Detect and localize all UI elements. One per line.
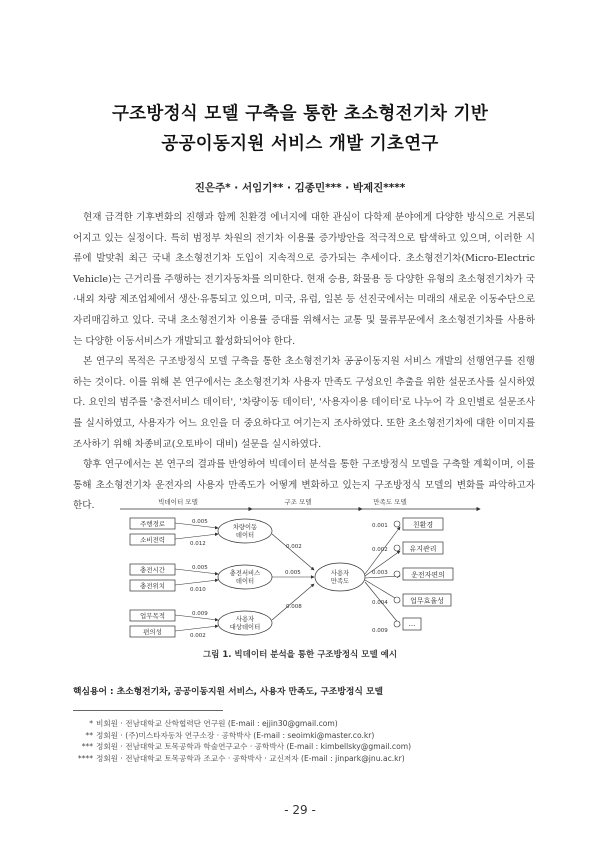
footnote-text: 정회원 · 전남대학교 토목공학과 조교수 · 공학박사 · 교신저자 (E-mail : jinpark@jnu.ac.kr) (96, 753, 405, 763)
footnote-text: 정회원 · 전남대학교 토목공학과 학술연구교수 · 공학박사 (E-mail : kimbellsky@gmail.com) (96, 742, 412, 752)
paper-title-line1: 구조방정식 모델 구축을 통한 초소형전기차 기반 (111, 104, 489, 124)
obs-label-more: ... (408, 620, 416, 628)
stage-label-satisfaction: 만족도 모델 (373, 498, 407, 506)
stage-header (120, 497, 480, 509)
latent-vehicle-line2: 데이터 (235, 532, 255, 539)
paragraph-1: 현재 급격한 기후변화의 진행과 함께 친환경 에너지에 대한 관심이 다학제 분야에게 다양한 방식으로 거론되어지고 있는 실정이다. 특히 범정부 차원의 전기차 이용률 증가방안을 적극적으로 탐색하고 있으며, 이러한 시류에 발맞춰 최근 국내 초소형전기차 도입이 지속적으로 증가되는 추세이다. 초소형전기차(Micro-Electric Vehicle)는 근거리를 주행하는 전기자동차를 의미한다. 현재 승용, 화물용 등 다양한 유형의 초소형전기차가 국·내외 차량 제조업체에서 생산·유통되고 있으며, 미국, 유럽, 일본 등 선진국에서는 미래의 새로운 이동수단으로 자리매김하고 있다. 국내 초소형전기차 이용률 증대를 위해서는 교통 및 물류부문에서 초소형전기차를 사용하는 다양한 이동서비스가 개발되고 활성화되어야 한다. (73, 212, 535, 347)
obs-label-convenience: 편의성 (143, 628, 162, 636)
right-coefficients (372, 523, 388, 634)
coef-left-1: 0.005 (192, 519, 208, 525)
footnote-mark: *** (81, 742, 93, 752)
footnote-text: 비회원 · 전남대학교 산학협력단 연구원 (E-mail : ejjin30@gmail.com) (96, 719, 338, 728)
coef-mid-3: 0.008 (286, 604, 302, 610)
abstract-body (73, 208, 535, 517)
obs-label-purpose: 업무목적 (139, 612, 166, 620)
obs-label-chargeloc: 충전위치 (139, 582, 166, 590)
coef-left-3: 0.005 (192, 565, 208, 571)
coef-right-5: 0.009 (372, 628, 388, 634)
obs-label-driver-convenience: 운전자편의 (411, 571, 445, 579)
paragraph-2: 본 연구의 목적은 구조방정식 모델 구축을 통한 초소형전기차 공공이동지원 서비스 개발의 선행연구를 진행하는 것이다. 이를 위해 본 연구에서는 초소형전기차 사용자 만족도 구성요인 추출을 위한 설문조사를 실시하였다. 요인의 범주를 '충전서비스 데이터', '차량이동 데이터', '사용자이용 데이터'로 나누어 각 요인별로 설문조사를 실시하였고, 사용자가 어느 요인을 더 중요하다고 여기는지 조사하였다. 또한 초소형전기차에 대한 이미지를 조사하기 위해 차종비교(오토바이 대비) 설문을 실시하였다. (73, 356, 535, 450)
obs-label-chargetime: 충전시간 (139, 566, 166, 574)
coef-mid-2: 0.005 (285, 570, 301, 576)
latent-charging-line1: 충전서비스 (229, 570, 261, 577)
latent-charging-line2: 데이터 (235, 578, 255, 585)
footnotes (73, 718, 543, 764)
obs-label-power: 소비전력 (139, 536, 166, 544)
obs-label-eco: 친환경 (412, 521, 434, 529)
coef-right-4: 0.004 (372, 600, 388, 606)
obs-label-maintenance: 유지관리 (409, 545, 437, 553)
footnote-text: 정회원 · (주)미스타자동차 연구소장 · 공학박사 (E-mail : seoimki@master.co.kr) (96, 730, 375, 740)
center-line1: 사용자 (330, 570, 350, 577)
coef-mid-1: 0.002 (286, 544, 302, 550)
coef-right-2: 0.002 (372, 547, 388, 553)
paper-title-line2: 공공이동지원 서비스 개발 기초연구 (161, 134, 439, 154)
footnote-2 (73, 730, 543, 742)
footnote-mark: ** (85, 730, 93, 740)
center-line2: 만족도 (330, 578, 350, 585)
coef-right-1: 0.001 (372, 523, 388, 529)
footnote-mark: **** (77, 753, 93, 763)
obs-label-efficiency: 업무효율성 (410, 597, 444, 605)
latent-user-line2: 대상데이터 (229, 624, 261, 631)
coef-left-5: 0.009 (192, 611, 208, 617)
footnote-3 (73, 741, 543, 753)
coef-right-3: 0.003 (372, 570, 388, 576)
page-number: - 29 - (284, 803, 316, 817)
sem-diagram (118, 494, 484, 642)
latent-user-line1: 사용자 (235, 616, 255, 623)
latent-variables (218, 519, 272, 635)
stage-label-bigdata: 빅데이터 모델 (158, 498, 198, 506)
footnote-1 (73, 718, 543, 730)
footnote-4 (73, 753, 543, 765)
observed-left (130, 518, 175, 637)
footnote-divider (73, 710, 223, 711)
keywords: 핵심용어 : 초소형전기차, 공공이동지원 서비스, 사용자 만족도, 구조방정식 모델 (73, 687, 383, 697)
latent-vehicle-line1: 차량이동 (232, 524, 258, 531)
coef-left-6: 0.002 (190, 633, 206, 639)
figure-caption: 그림 1. 빅데이터 분석을 통한 구조방정식 모델 예시 (202, 650, 398, 660)
footnote-mark: * (89, 719, 93, 728)
stage-label-structure: 구조 모델 (284, 498, 312, 506)
observed-right (394, 518, 453, 630)
coef-left-2: 0.012 (190, 541, 206, 547)
center-latent (315, 563, 365, 591)
sem-model-figure (118, 494, 484, 642)
paragraph-3: 향후 연구에서는 본 연구의 결과를 반영하여 빅데이터 분석을 통한 구조방정식 모델을 구축할 계획이며, 이를 통해 초소형전기차 운전자의 사용자 만족도가 어떻게 변화하고 있는지 구조방정식 모델의 변화를 파악하고자 한다. (73, 459, 535, 512)
coef-left-4: 0.010 (190, 587, 206, 593)
obs-label-route: 주행경로 (139, 520, 166, 528)
author-list: 진은주* · 서임기** · 김종민*** · 박제진**** (194, 182, 406, 194)
